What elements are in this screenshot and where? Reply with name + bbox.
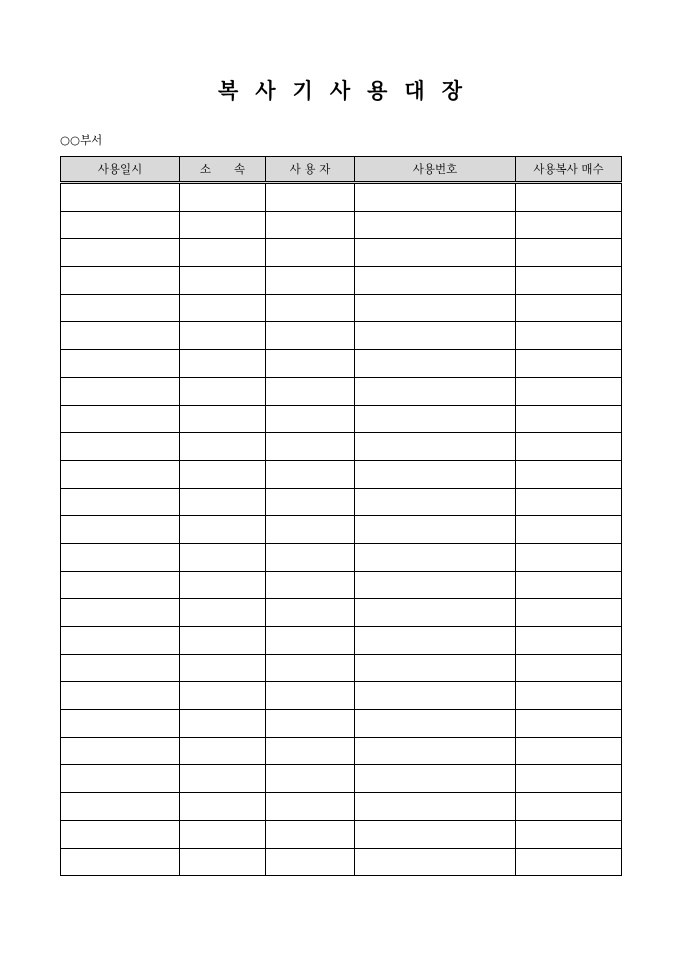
table-row <box>61 322 622 350</box>
table-cell[interactable] <box>355 211 516 239</box>
table-row <box>61 211 622 239</box>
table-row <box>61 543 622 571</box>
table-cell[interactable] <box>355 543 516 571</box>
table-cell[interactable] <box>516 654 622 682</box>
table-cell[interactable] <box>61 488 180 516</box>
table-cell[interactable] <box>266 737 355 765</box>
table-cell[interactable] <box>266 571 355 599</box>
table-cell[interactable] <box>180 710 266 738</box>
table-cell[interactable] <box>266 710 355 738</box>
table-cell[interactable] <box>266 377 355 405</box>
table-row <box>61 516 622 544</box>
table-cell[interactable] <box>516 543 622 571</box>
table-cell[interactable] <box>61 793 180 821</box>
table-row <box>61 710 622 738</box>
table-cell[interactable] <box>355 294 516 322</box>
table-row <box>61 682 622 710</box>
table-cell[interactable] <box>266 654 355 682</box>
table-row <box>61 294 622 322</box>
table-cell[interactable] <box>61 710 180 738</box>
table-row <box>61 405 622 433</box>
table-cell[interactable] <box>266 516 355 544</box>
table-cell[interactable] <box>266 820 355 848</box>
table-cell[interactable] <box>180 737 266 765</box>
table-cell[interactable] <box>180 654 266 682</box>
header-usage-number: 사용번호 <box>355 157 516 183</box>
table-cell[interactable] <box>355 377 516 405</box>
table-row <box>61 460 622 488</box>
table-cell[interactable] <box>266 848 355 876</box>
table-cell[interactable] <box>516 322 622 350</box>
table-row <box>61 737 622 765</box>
table-cell[interactable] <box>516 183 622 212</box>
table-cell[interactable] <box>266 433 355 461</box>
table-cell[interactable] <box>61 267 180 295</box>
table-cell[interactable] <box>355 737 516 765</box>
table-row <box>61 267 622 295</box>
table-cell[interactable] <box>61 211 180 239</box>
table-cell[interactable] <box>355 516 516 544</box>
table-cell[interactable] <box>61 350 180 378</box>
table-cell[interactable] <box>355 571 516 599</box>
table-row <box>61 627 622 655</box>
table-row <box>61 765 622 793</box>
table-cell[interactable] <box>180 294 266 322</box>
table-cell[interactable] <box>355 765 516 793</box>
table-cell[interactable] <box>180 516 266 544</box>
table-cell[interactable] <box>516 377 622 405</box>
table-cell[interactable] <box>355 488 516 516</box>
department-label: ○○부서 <box>60 133 103 147</box>
table-cell[interactable] <box>266 405 355 433</box>
table-cell[interactable] <box>180 571 266 599</box>
table-cell[interactable] <box>266 488 355 516</box>
table-cell[interactable] <box>355 350 516 378</box>
table-cell[interactable] <box>61 627 180 655</box>
table-cell[interactable] <box>61 682 180 710</box>
table-row <box>61 820 622 848</box>
table-cell[interactable] <box>180 599 266 627</box>
table-cell[interactable] <box>61 183 180 212</box>
table-cell[interactable] <box>180 211 266 239</box>
table-cell[interactable] <box>266 682 355 710</box>
table-row <box>61 433 622 461</box>
table-row <box>61 793 622 821</box>
table-cell[interactable] <box>266 211 355 239</box>
table-cell[interactable] <box>180 682 266 710</box>
table-cell[interactable] <box>180 765 266 793</box>
table-cell[interactable] <box>355 654 516 682</box>
table-cell[interactable] <box>355 322 516 350</box>
table-row <box>61 571 622 599</box>
table-cell[interactable] <box>516 433 622 461</box>
table-cell[interactable] <box>355 405 516 433</box>
table-cell[interactable] <box>516 571 622 599</box>
header-usage-datetime: 사용일시 <box>61 157 180 183</box>
table-row <box>61 848 622 876</box>
table-cell[interactable] <box>266 543 355 571</box>
table-cell[interactable] <box>355 710 516 738</box>
table-cell[interactable] <box>180 405 266 433</box>
table-row <box>61 488 622 516</box>
table-cell[interactable] <box>61 737 180 765</box>
table-row <box>61 377 622 405</box>
table-cell[interactable] <box>180 183 266 212</box>
table-cell[interactable] <box>180 793 266 821</box>
header-copy-count: 사용복사 매수 <box>516 157 622 183</box>
table-row <box>61 599 622 627</box>
table-cell[interactable] <box>266 793 355 821</box>
table-cell[interactable] <box>266 765 355 793</box>
table-row <box>61 654 622 682</box>
table-cell[interactable] <box>355 267 516 295</box>
table-cell[interactable] <box>355 848 516 876</box>
header-affiliation: 소 속 <box>180 157 266 183</box>
table-cell[interactable] <box>355 433 516 461</box>
table-cell[interactable] <box>61 820 180 848</box>
table-cell[interactable] <box>266 294 355 322</box>
table-cell[interactable] <box>355 239 516 267</box>
table-cell[interactable] <box>516 793 622 821</box>
table-cell[interactable] <box>61 377 180 405</box>
table-cell[interactable] <box>355 599 516 627</box>
table-cell[interactable] <box>516 627 622 655</box>
table-cell[interactable] <box>266 599 355 627</box>
table-cell[interactable] <box>355 820 516 848</box>
header-user: 사 용 자 <box>266 157 355 183</box>
table-cell[interactable] <box>180 488 266 516</box>
table-cell[interactable] <box>61 294 180 322</box>
table-cell[interactable] <box>180 848 266 876</box>
table-cell[interactable] <box>180 543 266 571</box>
table-cell[interactable] <box>516 294 622 322</box>
table-cell[interactable] <box>516 710 622 738</box>
table-cell[interactable] <box>180 433 266 461</box>
table-cell[interactable] <box>180 239 266 267</box>
table-cell[interactable] <box>61 848 180 876</box>
table-cell[interactable] <box>516 239 622 267</box>
table-cell[interactable] <box>180 322 266 350</box>
table-cell[interactable] <box>180 267 266 295</box>
table-cell[interactable] <box>516 405 622 433</box>
table-cell[interactable] <box>516 488 622 516</box>
table-cell[interactable] <box>266 460 355 488</box>
table-cell[interactable] <box>180 460 266 488</box>
table-row <box>61 183 622 212</box>
table-cell[interactable] <box>61 460 180 488</box>
table-cell[interactable] <box>516 765 622 793</box>
table-row <box>61 239 622 267</box>
table-cell[interactable] <box>516 737 622 765</box>
document-title: 복사기사용대장 <box>217 78 479 103</box>
table-cell[interactable] <box>61 405 180 433</box>
table-cell[interactable] <box>516 211 622 239</box>
table-cell[interactable] <box>516 682 622 710</box>
table-cell[interactable] <box>61 322 180 350</box>
table-cell[interactable] <box>266 183 355 212</box>
table-cell[interactable] <box>180 627 266 655</box>
table-cell[interactable] <box>61 239 180 267</box>
table-cell[interactable] <box>61 516 180 544</box>
table-cell[interactable] <box>355 682 516 710</box>
table-cell[interactable] <box>61 765 180 793</box>
header-row <box>61 157 622 183</box>
table-cell[interactable] <box>266 627 355 655</box>
table-cell[interactable] <box>355 183 516 212</box>
table-cell[interactable] <box>516 820 622 848</box>
table-cell[interactable] <box>516 350 622 378</box>
table-cell[interactable] <box>61 433 180 461</box>
table-cell[interactable] <box>180 377 266 405</box>
table-cell[interactable] <box>266 322 355 350</box>
table-cell[interactable] <box>266 350 355 378</box>
table-cell[interactable] <box>516 267 622 295</box>
table-cell[interactable] <box>516 848 622 876</box>
table-cell[interactable] <box>355 793 516 821</box>
table-cell[interactable] <box>266 267 355 295</box>
table-cell[interactable] <box>61 654 180 682</box>
table-cell[interactable] <box>516 460 622 488</box>
table-cell[interactable] <box>61 543 180 571</box>
table-cell[interactable] <box>355 460 516 488</box>
table-cell[interactable] <box>266 239 355 267</box>
table-cell[interactable] <box>180 820 266 848</box>
table-cell[interactable] <box>355 627 516 655</box>
table-cell[interactable] <box>516 516 622 544</box>
table-row <box>61 350 622 378</box>
table-cell[interactable] <box>61 571 180 599</box>
table-body <box>61 183 622 876</box>
table-cell[interactable] <box>516 599 622 627</box>
table-cell[interactable] <box>180 350 266 378</box>
copier-usage-table <box>60 156 622 876</box>
table-cell[interactable] <box>61 599 180 627</box>
